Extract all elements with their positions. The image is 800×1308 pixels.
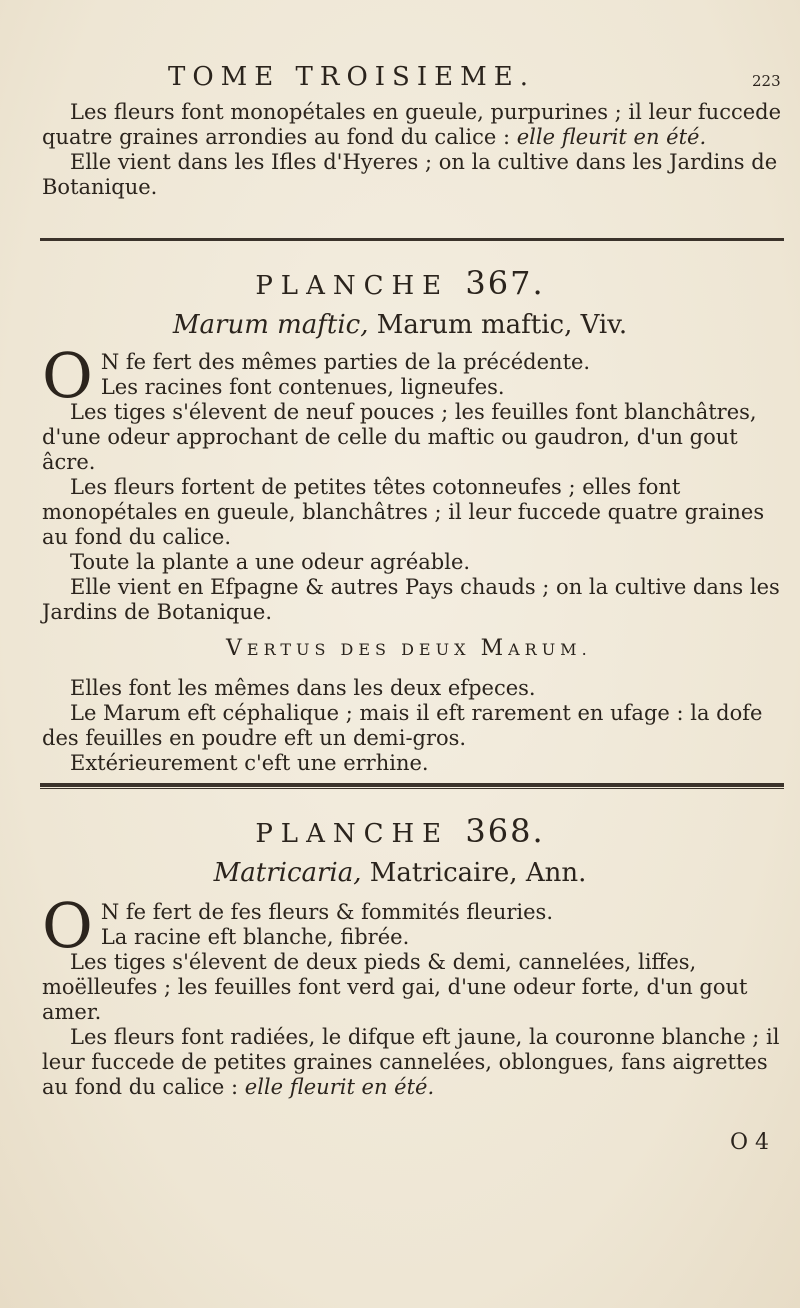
paragraph-odour: Toute la plante a une odeur agréable. <box>70 550 471 574</box>
paragraph-flowers: Les fleurs fortent de petites têtes cotonneufes ; elles font monopétales en gueule, blanchâtres ; il leur fuccede quatre graines au fond du calice. <box>42 475 765 549</box>
paragraph-same-species: Elles font les mêmes dans les deux efpeces. <box>70 676 536 700</box>
vertus-arum: ARUM. <box>508 640 592 659</box>
signature-mark: O 4 <box>730 1130 770 1155</box>
drop-cap: O <box>42 889 93 962</box>
vertus-heading <box>226 636 592 661</box>
vertus-body <box>42 676 782 776</box>
vertus-text: ERTUS DES DEUX <box>246 640 481 659</box>
plant-latin-name: Marum maftic, <box>172 310 369 340</box>
plate-number: 368. <box>465 812 545 850</box>
paragraph-cephalic: Le Marum eft céphalique ; mais il eft rarement en ufage : la dofe des feuilles en poudre eft un demi-gros. <box>42 701 763 750</box>
plate-label: PLANCHE <box>255 271 450 301</box>
paragraph-roots: Les racines font contenues, ligneufes. <box>100 375 505 399</box>
paragraph-errhine: Extérieurement c'eft une errhine. <box>70 751 429 775</box>
paragraph-parts-used: N fe fert des mêmes parties de la précédente. <box>100 350 591 374</box>
paragraph-habitat: Elle vient en Efpagne & autres Pays chauds ; on la cultive dans les Jardins de Botanique. <box>42 575 780 624</box>
plate-367-heading <box>0 264 800 302</box>
intro-text: Les fleurs font monopétales en gueule, purpurines ; il leur fuccede quatre graines arrondies au fond du calice : <box>42 100 782 149</box>
plate-number: 367. <box>465 264 545 302</box>
running-title: TOME TROISIEME. <box>168 62 535 92</box>
intro-block <box>42 100 782 200</box>
paragraph-parts-used: N fe fert de fes fleurs & fommités fleuries. <box>100 900 554 924</box>
drop-cap: O <box>42 339 93 412</box>
intro-paragraph-habitat: Elle vient dans les Ifles d'Hyeres ; on la cultive dans les Jardins de Botanique. <box>42 150 778 199</box>
section-double-rule <box>40 783 784 789</box>
flowers-text: Les fleurs font radiées, le difque eft jaune, la couronne blanche ; il leur fuccede de petites graines cannelées, oblongues, fans aigrettes au fond du calice : <box>42 1025 780 1099</box>
section-rule <box>40 238 784 241</box>
plate-368-body <box>42 889 782 1100</box>
intro-italic: elle fleurit en été. <box>516 125 707 149</box>
plate-367-plant-name <box>0 310 800 340</box>
intro-paragraph-flowers <box>42 100 782 150</box>
vertus-v: V <box>226 636 247 661</box>
plant-latin-name: Matricaria, <box>213 858 362 888</box>
page-header <box>0 62 800 102</box>
plant-french-name: Marum maftic, Viv. <box>368 310 628 340</box>
plate-367-body <box>42 339 782 625</box>
vertus-m: M <box>480 636 509 661</box>
paragraph-flowers <box>42 1025 782 1100</box>
plate-368-heading <box>0 812 800 850</box>
paragraph-stems: Les tiges s'élevent de neuf pouces ; les feuilles font blanchâtres, d'une odeur approchant de celle du maftic ou gaudron, d'un gout âcre. <box>42 400 757 474</box>
plant-french-name: Matricaire, Ann. <box>361 858 587 888</box>
paragraph-roots: La racine eft blanche, fibrée. <box>100 925 410 949</box>
plate-368-plant-name <box>0 858 800 888</box>
page-number: 223 <box>752 72 781 90</box>
plate-label: PLANCHE <box>255 819 450 849</box>
paragraph-stems: Les tiges s'élevent de deux pieds & demi, cannelées, liffes, moëlleufes ; les feuilles font verd gai, d'une odeur forte, d'un gout amer. <box>42 950 748 1024</box>
flowers-italic: elle fleurit en été. <box>244 1075 435 1099</box>
